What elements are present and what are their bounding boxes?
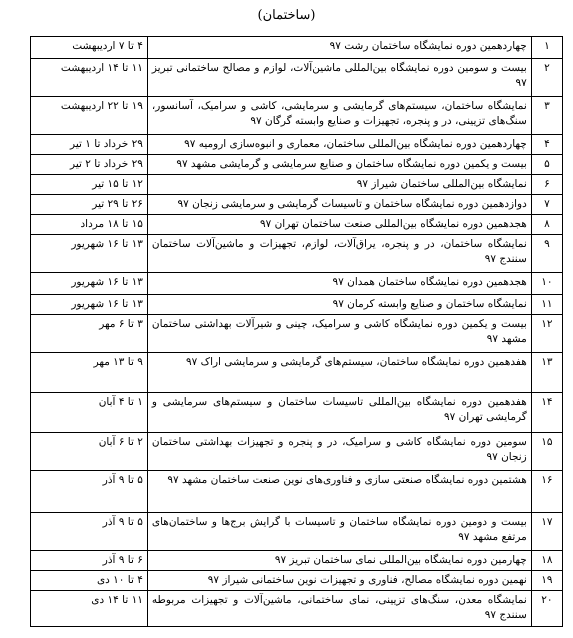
table-row — [31, 273, 563, 295]
table-row — [31, 155, 563, 175]
exhibition-date: ۱۲ تا ۱۵ تیر — [31, 175, 148, 195]
exhibition-title: بیست و یکمین دوره نمایشگاه ساختمان و صنایع سرمایشی و گرمایشی مشهد ۹۷ — [147, 155, 531, 175]
table-row — [31, 571, 563, 591]
exhibition-title: چهارمین دوره نمایشگاه بین‌المللی نمای ساختمان تبریز ۹۷ — [147, 551, 531, 571]
table-body — [31, 37, 563, 627]
row-number: ۱۰ — [531, 273, 562, 295]
table-row — [31, 551, 563, 571]
exhibition-title: بیست و سومین دوره نمایشگاه بین‌المللی ماشین‌آلات، لوازم و مصالح ساختمانی تبریز ۹۷ — [147, 59, 531, 97]
table-row — [31, 295, 563, 315]
exhibition-title: بیست و یکمین دوره نمایشگاه کاشی و سرامیک، چینی و شیرآلات بهداشتی ساختمان مشهد ۹۷ — [147, 315, 531, 353]
exhibition-date: ۵ تا ۹ آذر — [31, 513, 148, 551]
row-number: ۱۵ — [531, 433, 562, 471]
exhibition-date: ۳ تا ۶ مهر — [31, 315, 148, 353]
row-number: ۵ — [531, 155, 562, 175]
row-number: ۱۴ — [531, 393, 562, 433]
exhibition-title: دوازدهمین دوره نمایشگاه ساختمان و تاسیسات گرمایشی و سرمایشی زنجان ۹۷ — [147, 195, 531, 215]
exhibition-date: ۲ تا ۶ آبان — [31, 433, 148, 471]
exhibition-date: ۴ تا ۷ اردیبهشت — [31, 37, 148, 59]
row-number: ۹ — [531, 235, 562, 273]
exhibition-date: ۱۱ تا ۱۴ دی — [31, 591, 148, 627]
row-number: ۲ — [531, 59, 562, 97]
row-number: ۲۰ — [531, 591, 562, 627]
table-row — [31, 591, 563, 627]
exhibition-title: هفدهمین دوره نمایشگاه بین‌المللی تاسیسات ساختمان و سیستم‌های سرمایشی و گرمایشی تهران ۹۷ — [147, 393, 531, 433]
exhibition-title: نمایشگاه ساختمان، در و پنجره، یراق‌آلات، لوازم، تجهیزات و ماشین‌آلات ساختمان سنندج ۹۷ — [147, 235, 531, 273]
exhibition-date: ۱۱ تا ۱۴ اردیبهشت — [31, 59, 148, 97]
table-row — [31, 97, 563, 135]
exhibition-date: ۲۹ خرداد تا ۲ تیر — [31, 155, 148, 175]
exhibition-title: نمایشگاه ساختمان و صنایع وابسته کرمان ۹۷ — [147, 295, 531, 315]
exhibition-date: ۴ تا ۱۰ دی — [31, 571, 148, 591]
row-number: ۱ — [531, 37, 562, 59]
row-number: ۱۷ — [531, 513, 562, 551]
row-number: ۸ — [531, 215, 562, 235]
exhibition-title: هجدهمین دوره نمایشگاه ساختمان همدان ۹۷ — [147, 273, 531, 295]
row-number: ۱۲ — [531, 315, 562, 353]
table-row — [31, 195, 563, 215]
page-heading: (ساختمان) — [257, 8, 316, 23]
exhibition-title: هفدهمین دوره نمایشگاه ساختمان، سیستم‌های گرمایشی و سرمایشی اراک ۹۷ — [147, 353, 531, 393]
exhibition-title: نهمین دوره نمایشگاه مصالح، فناوری و تجهیزات نوین ساختمانی شیراز ۹۷ — [147, 571, 531, 591]
exhibition-date: ۱۹ تا ۲۲ اردیبهشت — [31, 97, 148, 135]
exhibition-date: ۹ تا ۱۳ مهر — [31, 353, 148, 393]
exhibition-title: هجدهمین دوره نمایشگاه بین‌المللی صنعت ساختمان تهران ۹۷ — [147, 215, 531, 235]
row-number: ۱۱ — [531, 295, 562, 315]
table-row — [31, 353, 563, 393]
exhibition-title: چهاردهمین دوره نمایشگاه بین‌المللی ساختمان، معماری و انبوه‌سازی ارومیه ۹۷ — [147, 135, 531, 155]
exhibition-title: سومین دوره نمایشگاه کاشی و سرامیک، در و پنجره و تجهیزات بهداشتی ساختمان زنجان ۹۷ — [147, 433, 531, 471]
table-row — [31, 513, 563, 551]
table-row — [31, 471, 563, 513]
exhibition-date: ۱۳ تا ۱۶ شهریور — [31, 273, 148, 295]
table-row — [31, 393, 563, 433]
exhibitions-table — [30, 36, 563, 627]
row-number: ۳ — [531, 97, 562, 135]
row-number: ۱۸ — [531, 551, 562, 571]
exhibition-date: ۵ تا ۹ آذر — [31, 471, 148, 513]
exhibition-title: هشتمین دوره نمایشگاه صنعتی سازی و فناوری‌های نوین صنعت ساختمان مشهد ۹۷ — [147, 471, 531, 513]
table-row — [31, 433, 563, 471]
exhibition-date: ۱ تا ۴ آبان — [31, 393, 148, 433]
exhibition-title: بیست و دومین دوره نمایشگاه ساختمان و تاسیسات با گرایش برج‌ها و ساختمان‌های مرتفع مشهد ۹۷ — [147, 513, 531, 551]
table-row — [31, 59, 563, 97]
exhibition-title: نمایشگاه ساختمان، سیستم‌های گرمایشی و سرمایشی، کاشی و سرامیک، آسانسور، سنگ‌های تزیینی، در و پنجره، تجهیزات و صنایع وابسته گرگان ۹۷ — [147, 97, 531, 135]
row-number: ۱۳ — [531, 353, 562, 393]
row-number: ۴ — [531, 135, 562, 155]
table-row — [31, 315, 563, 353]
exhibition-date: ۲۶ تا ۲۹ تیر — [31, 195, 148, 215]
row-number: ۷ — [531, 195, 562, 215]
exhibition-date: ۱۳ تا ۱۶ شهریور — [31, 235, 148, 273]
exhibition-title: نمایشگاه بین‌المللی ساختمان شیراز ۹۷ — [147, 175, 531, 195]
row-number: ۱۶ — [531, 471, 562, 513]
table-row — [31, 215, 563, 235]
row-number: ۱۹ — [531, 571, 562, 591]
exhibition-title: نمایشگاه معدن، سنگ‌های تزیینی، نمای ساختمانی، ماشین‌آلات و تجهیزات مربوطه سنندج ۹۷ — [147, 591, 531, 627]
table-row — [31, 37, 563, 59]
table-row — [31, 235, 563, 273]
exhibition-date: ۶ تا ۹ آذر — [31, 551, 148, 571]
exhibition-date: ۲۹ خرداد تا ۱ تیر — [31, 135, 148, 155]
exhibition-date: ۱۳ تا ۱۶ شهریور — [31, 295, 148, 315]
table-row — [31, 135, 563, 155]
table-row — [31, 175, 563, 195]
exhibition-title: چهاردهمین دوره نمایشگاه ساختمان رشت ۹۷ — [147, 37, 531, 59]
row-number: ۶ — [531, 175, 562, 195]
exhibition-date: ۱۵ تا ۱۸ مرداد — [31, 215, 148, 235]
